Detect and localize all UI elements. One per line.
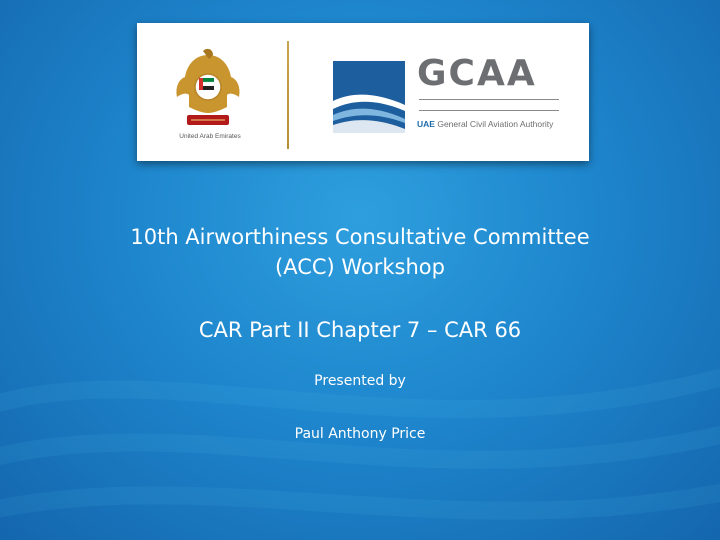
arabic-name-line2 bbox=[419, 104, 559, 111]
slide-title-line1: 10th Airworthiness Consultative Committee bbox=[130, 225, 590, 249]
presenter-name: Paul Anthony Price bbox=[294, 426, 426, 442]
country-label: United Arab Emirates bbox=[179, 133, 241, 140]
slide-title-line2: (ACC) Workshop bbox=[275, 255, 445, 279]
presented-by-label: Presented by bbox=[314, 373, 406, 389]
authority-prefix: UAE bbox=[417, 119, 435, 129]
authority-name bbox=[417, 119, 553, 129]
gcaa-wing-icon bbox=[333, 61, 405, 133]
logo-divider bbox=[287, 41, 289, 149]
arabic-name-line1 bbox=[419, 93, 559, 100]
uae-emblem-icon bbox=[173, 47, 243, 131]
logo-card bbox=[137, 23, 589, 161]
authority-full-name: General Civil Aviation Authority bbox=[437, 119, 554, 129]
slide-subtitle: CAR Part II Chapter 7 – CAR 66 bbox=[198, 318, 522, 342]
gcaa-wordmark: GCAA bbox=[417, 53, 537, 94]
